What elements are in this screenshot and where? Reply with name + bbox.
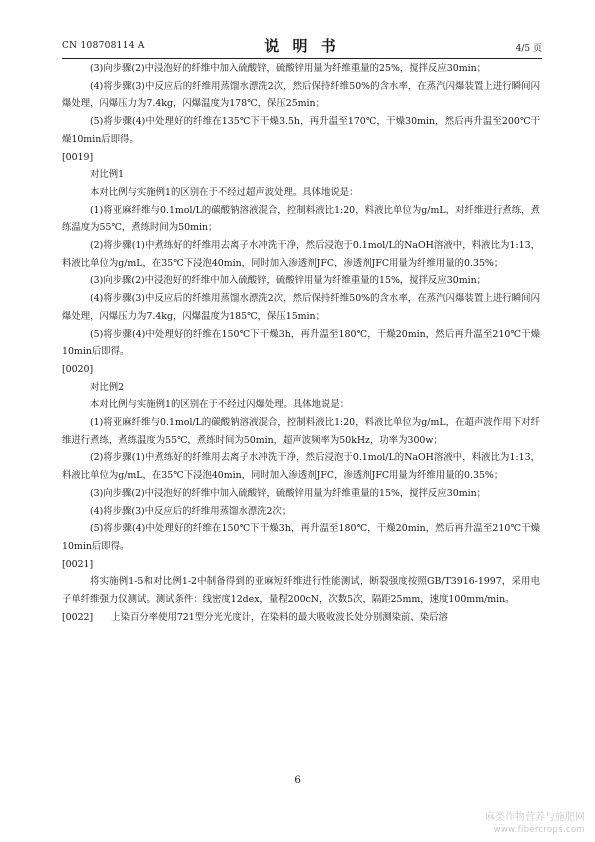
document-number: CN 108708114 A <box>62 41 145 51</box>
paragraph-tag: [0019] <box>62 151 94 163</box>
paragraph: (5)将步骤(4)中处理好的纤维在150℃下干燥3h，再升温至180℃，干燥20min，然后再升温至210℃干燥10min后即得。 <box>62 523 540 552</box>
section-heading: 对比例1 <box>90 169 125 181</box>
paragraph-tag: [0021] <box>62 558 94 570</box>
header-rule <box>62 58 542 59</box>
paragraph: (2)将步骤(1)中煮练好的纤维用去离子水冲洗干净，然后浸泡于0.1mol/L的NaOH溶液中，料液比为1:13，料液比单位为g/mL，在35℃下浸泡40min，同时加入渗透剂JFC，渗透剂JFC用量为纤维用量的0.35%； <box>62 452 540 482</box>
watermark-url: www.fibercrops.com <box>493 825 585 835</box>
document-body <box>62 60 540 627</box>
paragraph-tag: [0022] <box>62 611 94 623</box>
page-number: 6 <box>294 775 301 786</box>
watermark <box>485 812 585 836</box>
paragraph: (4)将步骤(3)中反应后的纤维用蒸馏水漂洗2次； <box>90 505 292 517</box>
page-reference: 4/5 页 <box>515 44 542 54</box>
paragraph: (4)将步骤(3)中反应后的纤维用蒸馏水漂洗2次，然后保持纤维50%的含水率，在蒸汽闪爆装置上进行瞬间闪爆处理，闪爆压力为7.4kg，闪爆温度为178℃，保压25min； <box>62 80 540 110</box>
paragraph: (3)向步骤(2)中浸泡好的纤维中加入硫酸锌，硫酸锌用量为纤维重量的15%，搅拌反应30min； <box>90 487 487 499</box>
paragraph: (4)将步骤(3)中反应后的纤维用蒸馏水漂洗2次，然后保持纤维50%的含水率，在蒸汽闪爆装置上进行瞬间闪爆处理，闪爆压力为7.4kg，闪爆温度为185℃，保压15min； <box>62 293 540 322</box>
watermark-title: 麻类作物营养与施肥网 <box>485 812 585 823</box>
paragraph: (2)将步骤(1)中煮练好的纤维用去离子水冲洗干净，然后浸泡于0.1mol/L的NaOH溶液中，料液比为1:13，料液比单位为g/mL，在35℃下浸泡40min，同时加入渗透剂JFC，渗透剂JFC用量为纤维用量的0.35%； <box>62 240 540 269</box>
paragraph <box>62 609 540 627</box>
paragraph: (1)将亚麻纤维与0.1mol/L的碳酸钠溶液混合，控制料液比1:20，料液比单位为g/mL，对纤维进行煮练，煮练温度为55℃，煮练时间为50min； <box>62 204 540 234</box>
paragraph: (3)向步骤(2)中浸泡好的纤维中加入硫酸锌，硫酸锌用量为纤维重量的15%，搅拌反应30min； <box>90 275 487 287</box>
paragraph: 本对比例与实施例1的区别在于不经过闪爆处理。具体地说是： <box>90 399 350 411</box>
paragraph-text: 上染百分率使用721型分光光度计，在染料的最大吸收波长处分别测染前、染后溶 <box>111 611 448 623</box>
page-header <box>62 34 542 56</box>
paragraph-tag: [0020] <box>62 363 94 375</box>
paragraph: 将实施例1-5和对比例1-2中制备得到的亚麻短纤维进行性能测试，断裂强度按照GB/T3916-1997，采用电子单纤维强力仪测试。测试条件：线密度12dex，量程200cN，次数5次，隔距25mm，速度100mm/min。 <box>62 576 540 606</box>
section-heading: 对比例2 <box>90 381 125 393</box>
paragraph: (1)将亚麻纤维与0.1mol/L的碳酸钠溶液混合，控制料液比1:20，料液比单位为g/mL，在超声波作用下对纤维进行煮练，煮练温度为55℃，煮练时间为50min，超声波频率为50kHz，功率为300w； <box>62 417 540 446</box>
paragraph: (5)将步骤(4)中处理好的纤维在150℃下干燥3h，再升温至180℃，干燥20min，然后再升温至210℃干燥10min后即得。 <box>62 328 540 358</box>
paragraph: (5)将步骤(4)中处理好的纤维在135℃下干燥3.5h，再升温至170℃，干燥30min，然后再升温至200℃干燥10min后即得。 <box>62 116 540 145</box>
document-title: 说 明 书 <box>264 37 340 55</box>
paragraph: (3)向步骤(2)中浸泡好的纤维中加入硫酸锌，硫酸锌用量为纤维重量的25%，搅拌反应30min； <box>90 63 487 74</box>
paragraph: 本对比例与实施例1的区别在于不经过超声波处理。具体地说是： <box>90 186 359 198</box>
